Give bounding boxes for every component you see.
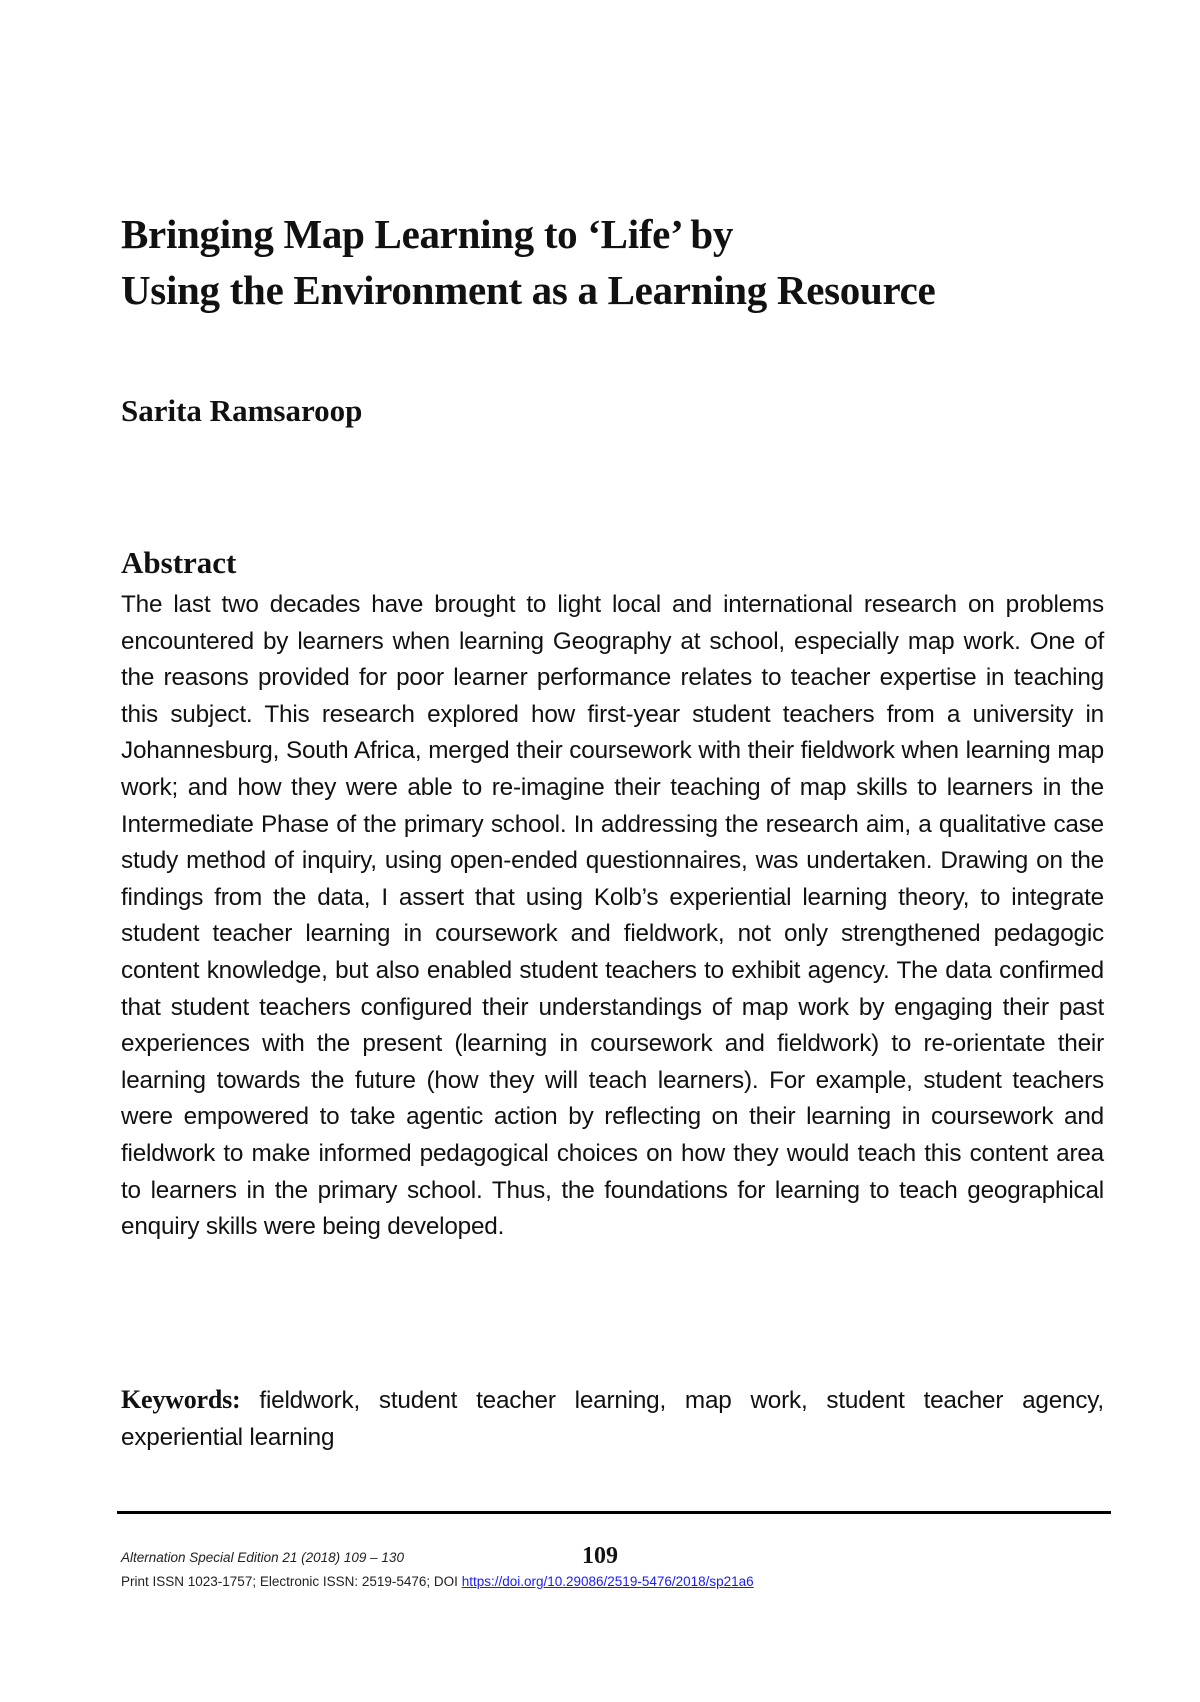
footer-issn-line [121, 1574, 754, 1589]
abstract-heading: Abstract [121, 545, 237, 580]
abstract-body: The last two decades have brought to light local and international research on problems encountered by learners when learning Geography at school, especially map work. One of the reasons provided for poor learner performance relates to teacher expertise in teaching this subject. This research explored how first-year student teachers from a university in Johannesburg, South Africa, merged their coursework with their fieldwork when learning map work; and how they were able to re-imagine their teaching of map skills to learners in the Intermediate Phase of the primary school. In addressing the research aim, a qualitative case study method of inquiry, using open-ended questionnaires, was undertaken. Drawing on the findings from the data, I assert that using Kolb’s experiential learning theory, to integrate student teacher learning in coursework and fieldwork, not only strengthened pedagogic content knowledge, but also enabled student teachers to exhibit agency. The data confirmed that student teachers configured their understandings of map work by engaging their past experiences with the present (learning in coursework and fieldwork) to re-orientate their learning towards the future (how they will teach learners). For example, student teachers were empowered to take agentic action by reflecting on their learning in coursework and fieldwork to make informed pedagogical choices on how they would teach this content area to learners in the primary school. Thus, the foundations for learning to teach geographical enquiry skills were being developed. [121, 591, 1104, 1241]
issn-text: Print ISSN 1023-1757; Electronic ISSN: 2519-5476; DOI [121, 1574, 462, 1589]
title-line-2: Using the Environment as a Learning Resource [121, 267, 936, 313]
title-line-1: Bringing Map Learning to ‘Life’ by [121, 211, 734, 257]
doi-link[interactable]: https://doi.org/10.29086/2519-5476/2018/sp21a6 [461, 1574, 754, 1589]
keywords-paragraph [121, 1382, 1104, 1456]
paper-title [121, 206, 1121, 318]
keywords-label: Keywords: [121, 1385, 241, 1414]
keywords-text: fieldwork, student teacher learning, map work, student teacher agency, experiential learning [121, 1387, 1104, 1451]
author-name: Sarita Ramsaroop [121, 393, 363, 428]
page-number: 109 [582, 1543, 618, 1569]
journal-citation: Alternation Special Edition 21 (2018) 109 – 130 [121, 1550, 404, 1565]
footer-divider [117, 1511, 1111, 1514]
footer-journal-line [121, 1550, 404, 1565]
